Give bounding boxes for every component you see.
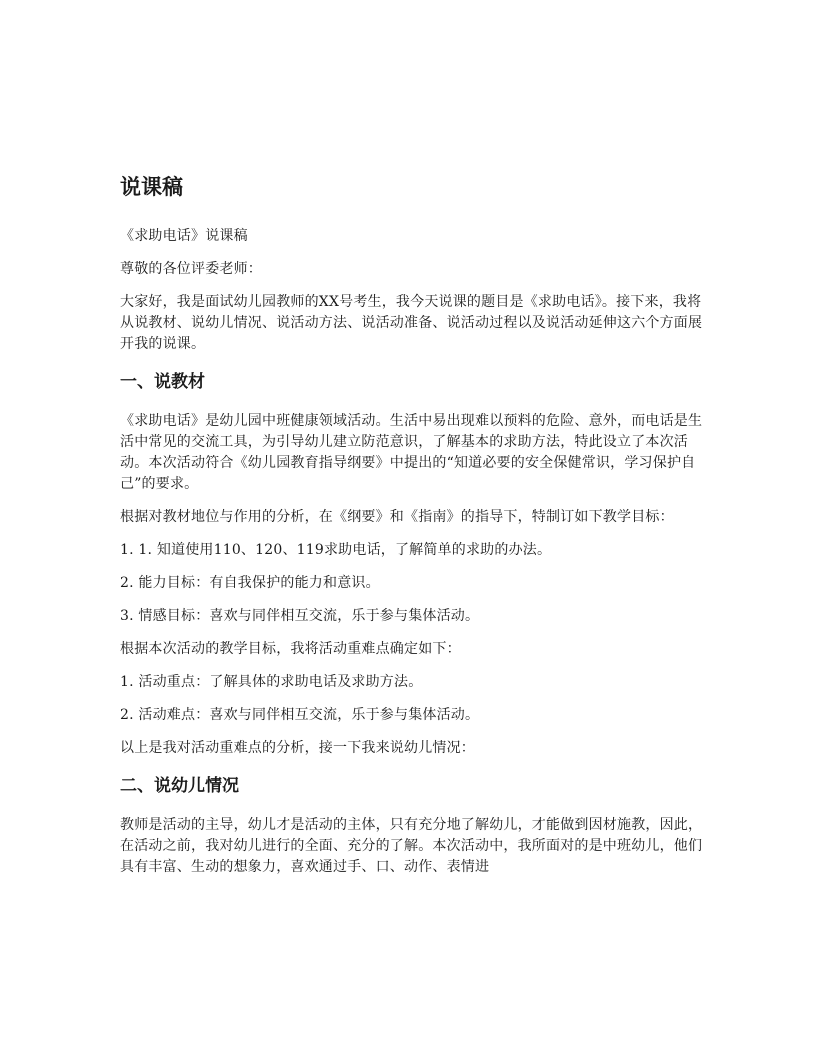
textbook-paragraph: 《求助电话》是幼儿园中班健康领域活动。生活中易出现难以预料的危险、意外，而电话是生活中常见的交流工具，为引导幼儿建立防范意识，了解基本的求助方法，特此设立了本次活动。本次活动符合《幼儿园教育指导纲要》中提出的“知道必要的安全保健常识，学习保护自己”的要求。 bbox=[120, 413, 703, 492]
section-heading-children: 二、说幼儿情况 bbox=[120, 776, 239, 796]
document-page bbox=[120, 172, 710, 890]
document-subtitle: 《求助电话》说课稿 bbox=[120, 228, 248, 244]
goals-intro-paragraph: 根据对教材地位与作用的分析，在《纲要》和《指南》的指导下，特制订如下教学目标： bbox=[120, 509, 674, 525]
transition-paragraph: 以上是我对活动重难点的分析，接一下我来说幼儿情况： bbox=[120, 740, 475, 756]
keypoints-intro-paragraph: 根据本次活动的教学目标，我将活动重难点确定如下： bbox=[120, 641, 461, 657]
children-paragraph: 教师是活动的主导，幼儿才是活动的主体，只有充分地了解幼儿，才能做到因材施教，因此，在活动之前，我对幼儿进行的全面、充分的了解。本次活动中，我所面对的是中班幼儿，他们具有丰富、生动的想象力，喜欢通过手、口、动作、表情进 bbox=[120, 817, 703, 875]
goal-item: 3. 情感目标：喜欢与同伴相互交流，乐于参与集体活动。 bbox=[120, 608, 480, 624]
goal-item: 1. 1. 知道使用110、120、119求助电话，了解简单的求助的办法。 bbox=[120, 542, 552, 558]
greeting-paragraph: 尊敬的各位评委老师： bbox=[120, 261, 262, 277]
keypoint-item: 2. 活动难点：喜欢与同伴相互交流，乐于参与集体活动。 bbox=[120, 707, 480, 723]
section-heading-textbook: 一、说教材 bbox=[120, 372, 205, 392]
keypoint-item: 1. 活动重点：了解具体的求助电话及求助方法。 bbox=[120, 674, 423, 690]
goal-item: 2. 能力目标：有自我保护的能力和意识。 bbox=[120, 575, 380, 591]
document-title: 说课稿 bbox=[120, 175, 183, 199]
intro-paragraph: 大家好，我是面试幼儿园教师的XX号考生，我今天说课的题目是《求助电话》。接下来，我将从说教材、说幼儿情况、说活动方法、说活动准备、说活动过程以及说活动延伸这六个方面展开我的说课。 bbox=[120, 294, 703, 352]
